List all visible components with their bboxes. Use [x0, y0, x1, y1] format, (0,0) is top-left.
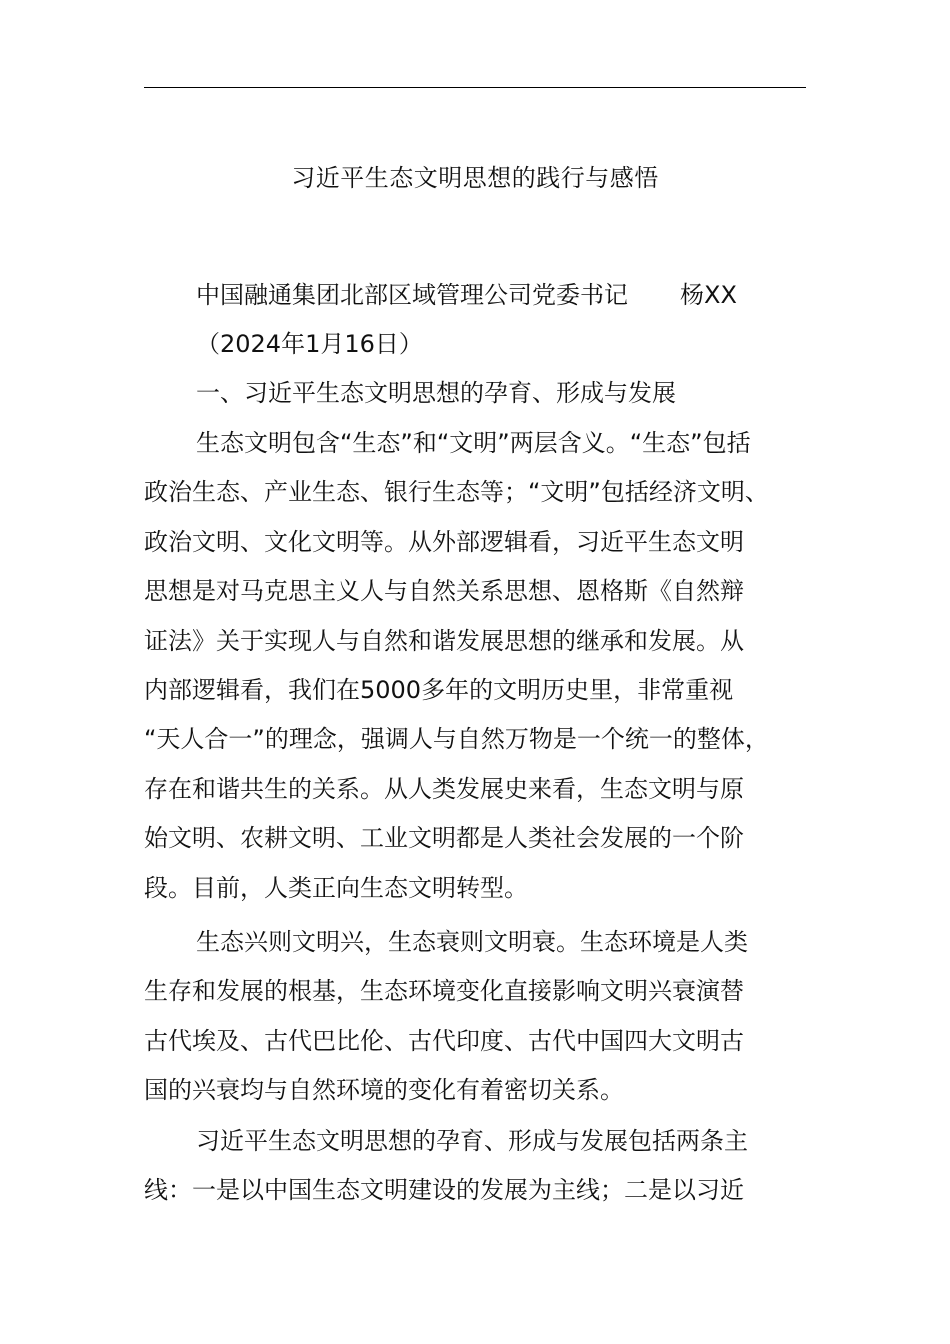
paragraph-line: 内部逻辑看，我们在5000多年的文明历史里，非常重视: [144, 676, 734, 705]
paragraph-line: 存在和谐共生的关系。从人类发展史来看，生态文明与原: [144, 774, 744, 803]
paragraph-line: 政治文明、文化文明等。从外部逻辑看，习近平生态文明: [144, 527, 744, 556]
paragraph-line: 生态兴则文明兴，生态衰则文明衰。生态环境是人类: [196, 928, 748, 956]
paragraph-line: 古代埃及、古代巴比伦、古代印度、古代中国四大文明古: [144, 1026, 744, 1055]
header-rule: [144, 87, 806, 88]
paragraph-line: 生态文明包含“生态”和“文明”两层含义。“生态”包括: [196, 429, 751, 457]
author-affiliation: 中国融通集团北部区域管理公司党委书记: [196, 281, 628, 309]
paragraph-line: 证法》关于实现人与自然和谐发展思想的继承和发展。从: [144, 626, 744, 655]
paragraph-line: 习近平生态文明思想的孕育、形成与发展包括两条主: [196, 1127, 748, 1155]
paragraph-line: “天人合一”的理念，强调人与自然万物是一个统一的整体，: [144, 725, 769, 754]
paragraph-line: 国的兴衰均与自然环境的变化有着密切关系。: [144, 1076, 624, 1105]
paragraph-line: 生存和发展的根基，生态环境变化直接影响文明兴衰演替: [144, 977, 744, 1006]
paragraph-line: 思想是对马克思主义人与自然关系思想、恩格斯《自然辩: [144, 577, 744, 606]
paragraph-line: 线：一是以中国生态文明建设的发展为主线；二是以习近: [144, 1176, 744, 1205]
paragraph-line: 始文明、农耕文明、工业文明都是人类社会发展的一个阶: [144, 824, 744, 853]
paragraph-2: [144, 918, 806, 1116]
author-name: 杨XX: [680, 281, 737, 309]
author-line: [196, 278, 737, 312]
section-heading: 一、习近平生态文明思想的孕育、形成与发展: [196, 379, 676, 407]
paragraph-line: 段。目前，人类正向生态文明转型。: [144, 873, 528, 902]
paragraph-1: [144, 419, 806, 913]
paragraph-line: 政治生态、产业生态、银行生态等；“文明”包括经济文明、: [144, 478, 769, 507]
document-title: 习近平生态文明思想的践行与感悟: [291, 164, 659, 192]
document-date: （2024年1月16日）: [196, 330, 423, 358]
paragraph-3: [144, 1117, 806, 1216]
